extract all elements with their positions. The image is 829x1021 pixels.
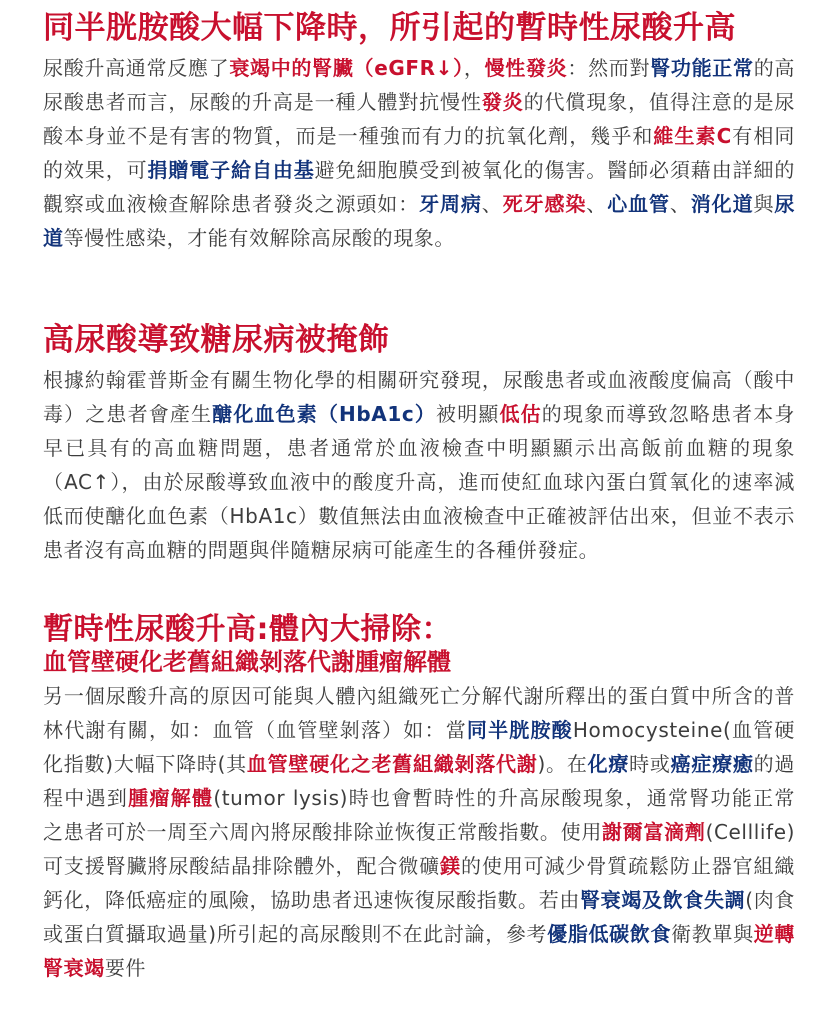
highlight-blue: 醣化血色素（HbA1c） (212, 402, 437, 427)
highlight-blue: 癌症療癒 (670, 751, 754, 776)
text-run: (tumor lysis)時也會暫時性的升高尿酸現象，通常腎功能正常之患者可於一周至六周內將尿酸排除並恢復正常酸指數。使用 (43, 785, 796, 844)
text-run: 、 (481, 192, 503, 217)
text-run: 尿酸升高通常反應了 (43, 56, 230, 81)
text-run: 根據約翰霍普斯金有關生物化學的相關研究發現，尿酸患者或血液酸度偏高（酸中毒）之患者會產生 (43, 368, 795, 427)
text-run: 、 (669, 192, 691, 217)
text-run: 與 (753, 192, 775, 217)
text-run: ：然而對 (567, 56, 651, 81)
highlight-blue: 牙周病 (419, 192, 482, 217)
text-run: ， (463, 56, 485, 81)
highlight-red: 維生素C (653, 124, 732, 149)
highlight-red: 衰竭中的腎臟（eGFR↓） (229, 56, 464, 81)
text-run: 的過程中遇到 (43, 751, 795, 810)
highlight-blue: 優脂低碳飲食 (547, 921, 672, 946)
text-run: (肉食或蛋白質攝取過量)所引起的高尿酸則不在此討論，參考 (43, 887, 795, 946)
highlight-blue: 腎衰竭及飲食失調 (580, 887, 746, 912)
highlight-blue: 腎功能正常 (650, 56, 754, 81)
highlight-blue: 捐贈電子給自由基 (147, 158, 315, 183)
text-run: 另一個尿酸升高的原因可能與人體內組織死亡分解代謝所釋出的蛋白質中所含的普林代謝有關，如：血管（血管壁剝落）如：當 (43, 683, 795, 742)
text-run: 要件 (104, 955, 147, 980)
highlight-red: 謝爾富滴劑 (602, 819, 706, 844)
text-run: (Celllife)可支援腎臟將尿酸結晶排除體外，配合微礦 (43, 819, 796, 878)
section-subheading: 血管壁硬化老舊組織剝落代謝腫瘤解體 (43, 648, 451, 676)
highlight-blue: 心血管 (607, 192, 670, 217)
text-run: 有相同的效果，可 (43, 124, 796, 183)
section-heading: 同半胱胺酸大幅下降時，所引起的暫時性尿酸升高 (43, 10, 736, 46)
section-paragraph (43, 679, 795, 985)
highlight-red: 血管壁硬化之老舊組織剝落代謝 (246, 751, 538, 776)
text-run: Homocysteine(血管硬化指數)大幅下降時(其 (43, 717, 796, 776)
text-run: 、 (586, 192, 608, 217)
text-run: 等慢性感染，才能有效解除高尿酸的現象。 (63, 226, 456, 251)
text-run: 時或 (629, 751, 671, 776)
highlight-red: 鎂 (440, 853, 461, 878)
section-heading: 高尿酸導致糖尿病被掩飾 (43, 322, 390, 358)
text-run: )。在 (537, 751, 588, 776)
highlight-red: 腫瘤解體 (128, 785, 214, 810)
text-run: 衛教單與 (671, 921, 754, 946)
text-run: 的代償現象，值得注意的是尿酸本身並不是有害的物質，而是一種強而有力的抗氧化劑，幾乎和 (43, 90, 795, 149)
highlight-red: 慢性發炎 (484, 56, 568, 81)
highlight-red: 逆轉腎衰竭 (43, 921, 795, 980)
section-paragraph (43, 363, 795, 567)
section-paragraph (43, 51, 795, 255)
section-diabetes-masked (43, 322, 795, 567)
highlight-blue: 同半胱胺酸 (466, 717, 573, 742)
highlight-blue: 尿道 (43, 192, 795, 251)
highlight-blue: 消化道 (690, 192, 754, 217)
highlight-blue: 化療 (587, 751, 630, 776)
section-temporary-uric-acid (43, 10, 795, 255)
text-run: 的使用可減少骨質疏鬆防止器官組織鈣化，降低癌症的風險，協助患者迅速恢復尿酸指數。若由 (43, 853, 795, 912)
text-run: 被明顯 (436, 402, 500, 427)
section-body-cleanup (43, 612, 795, 985)
highlight-red: 發炎 (481, 90, 524, 115)
text-run: 避免細胞膜受到被氧化的傷害。醫師必須藉由詳細的觀察或血液檢查解除患者發炎之源頭如： (43, 158, 795, 217)
text-run: 的高尿酸患者而言，尿酸的升高是一種人體對抗慢性 (43, 56, 796, 115)
section-heading: 暫時性尿酸升高:體內大掃除： (43, 612, 452, 647)
text-run: 的現象而導致忽略患者本身早已具有的高血糖問題，患者通常於血液檢查中明顯顯示出高飯前血糖的現象（AC↑），由於尿酸導致血液中的酸度升高，進而使紅血球內蛋白質氧化的速率減低而使醣化血色素（HbA1c）數值無法由血液檢查中正確被評估出來，但並不表示患者沒有高血糖的問題與伴隨糖尿病可能產生的各種併發症。 (43, 402, 795, 563)
highlight-red: 低估 (499, 402, 542, 427)
highlight-red: 死牙感染 (502, 192, 587, 217)
